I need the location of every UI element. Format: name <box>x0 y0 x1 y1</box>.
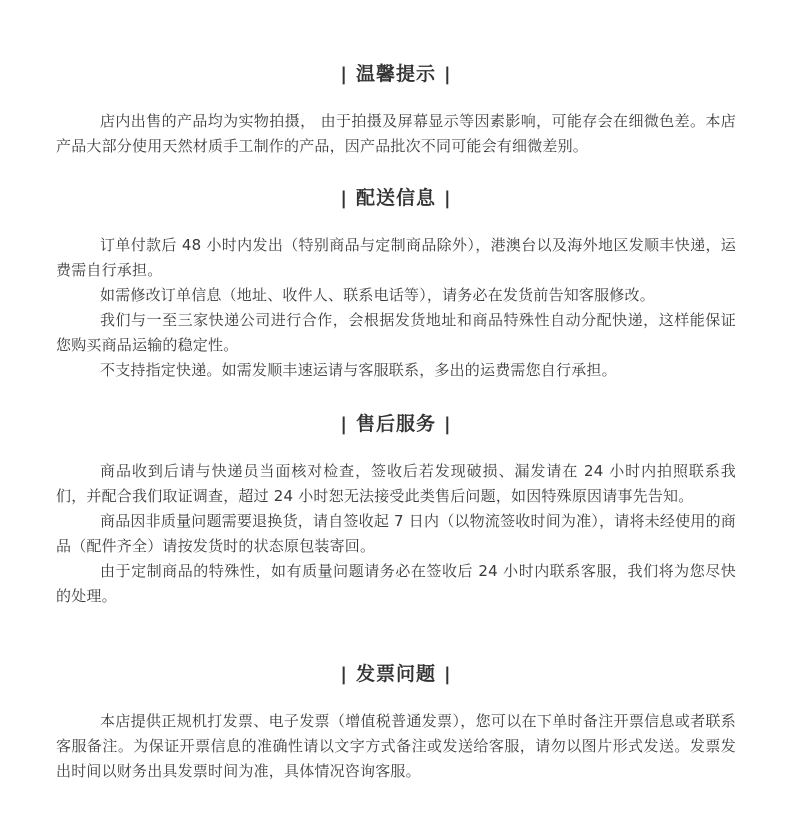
title-bar-left: | <box>340 664 348 685</box>
section-body-after-sale <box>56 459 736 609</box>
title-bar-left: | <box>340 64 348 85</box>
paragraph: 本店提供正规机打发票、电子发票（增值税普通发票），您可以在下单时备注开票信息或者联系客服备注。为保证开票信息的准确性请以文字方式备注或发送给客服，请勿以图片形式发送。发票发出时间以财务出具发票时间为准，具体情况咨询客服。 <box>56 712 736 780</box>
paragraph: 商品收到后请与快递员当面核对检查，签收后若发现破损、漏发请在 24 小时内拍照联系我们，并配合我们取证调查，超过 24 小时恕无法接受此类售后问题，如因特殊原因请事先告知。 <box>56 462 736 505</box>
title-bar-left: | <box>340 188 348 209</box>
section-tips <box>56 60 736 159</box>
title-bar-right: | <box>444 664 452 685</box>
section-title-tips <box>56 60 736 88</box>
section-body-tips <box>56 109 736 159</box>
paragraph: 订单付款后 48 小时内发出（特别商品与定制商品除外），港澳台以及海外地区发顺丰快递，运费需自行承担。 <box>56 236 736 279</box>
section-title-text: 发票问题 <box>355 663 436 685</box>
section-delivery <box>56 184 736 383</box>
paragraph: 由于定制商品的特殊性，如有质量问题请务必在签收后 24 小时内联系客服，我们将为您尽快的处理。 <box>56 562 736 605</box>
section-after-sale <box>56 410 736 609</box>
section-title-after-sale <box>56 410 736 438</box>
paragraph: 店内出售的产品均为实物拍摄， 由于拍摄及屏幕显示等因素影响，可能存会在细微色差。本店产品大部分使用天然材质手工制作的产品，因产品批次不同可能会有细微差别。 <box>56 112 736 155</box>
section-invoice <box>56 660 736 784</box>
title-bar-right: | <box>444 414 452 435</box>
paragraph: 不支持指定快递。如需发顺丰速运请与客服联系，多出的运费需您自行承担。 <box>100 361 617 379</box>
section-title-text: 售后服务 <box>355 413 436 435</box>
section-title-delivery <box>56 184 736 212</box>
paragraph: 如需修改订单信息（地址、收件人、联系电话等），请务必在发货前告知客服修改。 <box>100 286 655 304</box>
section-title-text: 配送信息 <box>355 187 436 209</box>
paragraph: 商品因非质量问题需要退换货，请自签收起 7 日内（以物流签收时间为准），请将未经使用的商品（配件齐全）请按发货时的状态原包装寄回。 <box>56 512 736 555</box>
section-title-text: 温馨提示 <box>355 63 436 85</box>
paragraph: 我们与一至三家快递公司进行合作，会根据发货地址和商品特殊性自动分配快递，这样能保证您购买商品运输的稳定性。 <box>56 311 736 354</box>
title-bar-right: | <box>444 64 452 85</box>
section-title-invoice <box>56 660 736 688</box>
title-bar-right: | <box>444 188 452 209</box>
title-bar-left: | <box>340 414 348 435</box>
section-body-invoice <box>56 709 736 784</box>
section-body-delivery <box>56 233 736 383</box>
